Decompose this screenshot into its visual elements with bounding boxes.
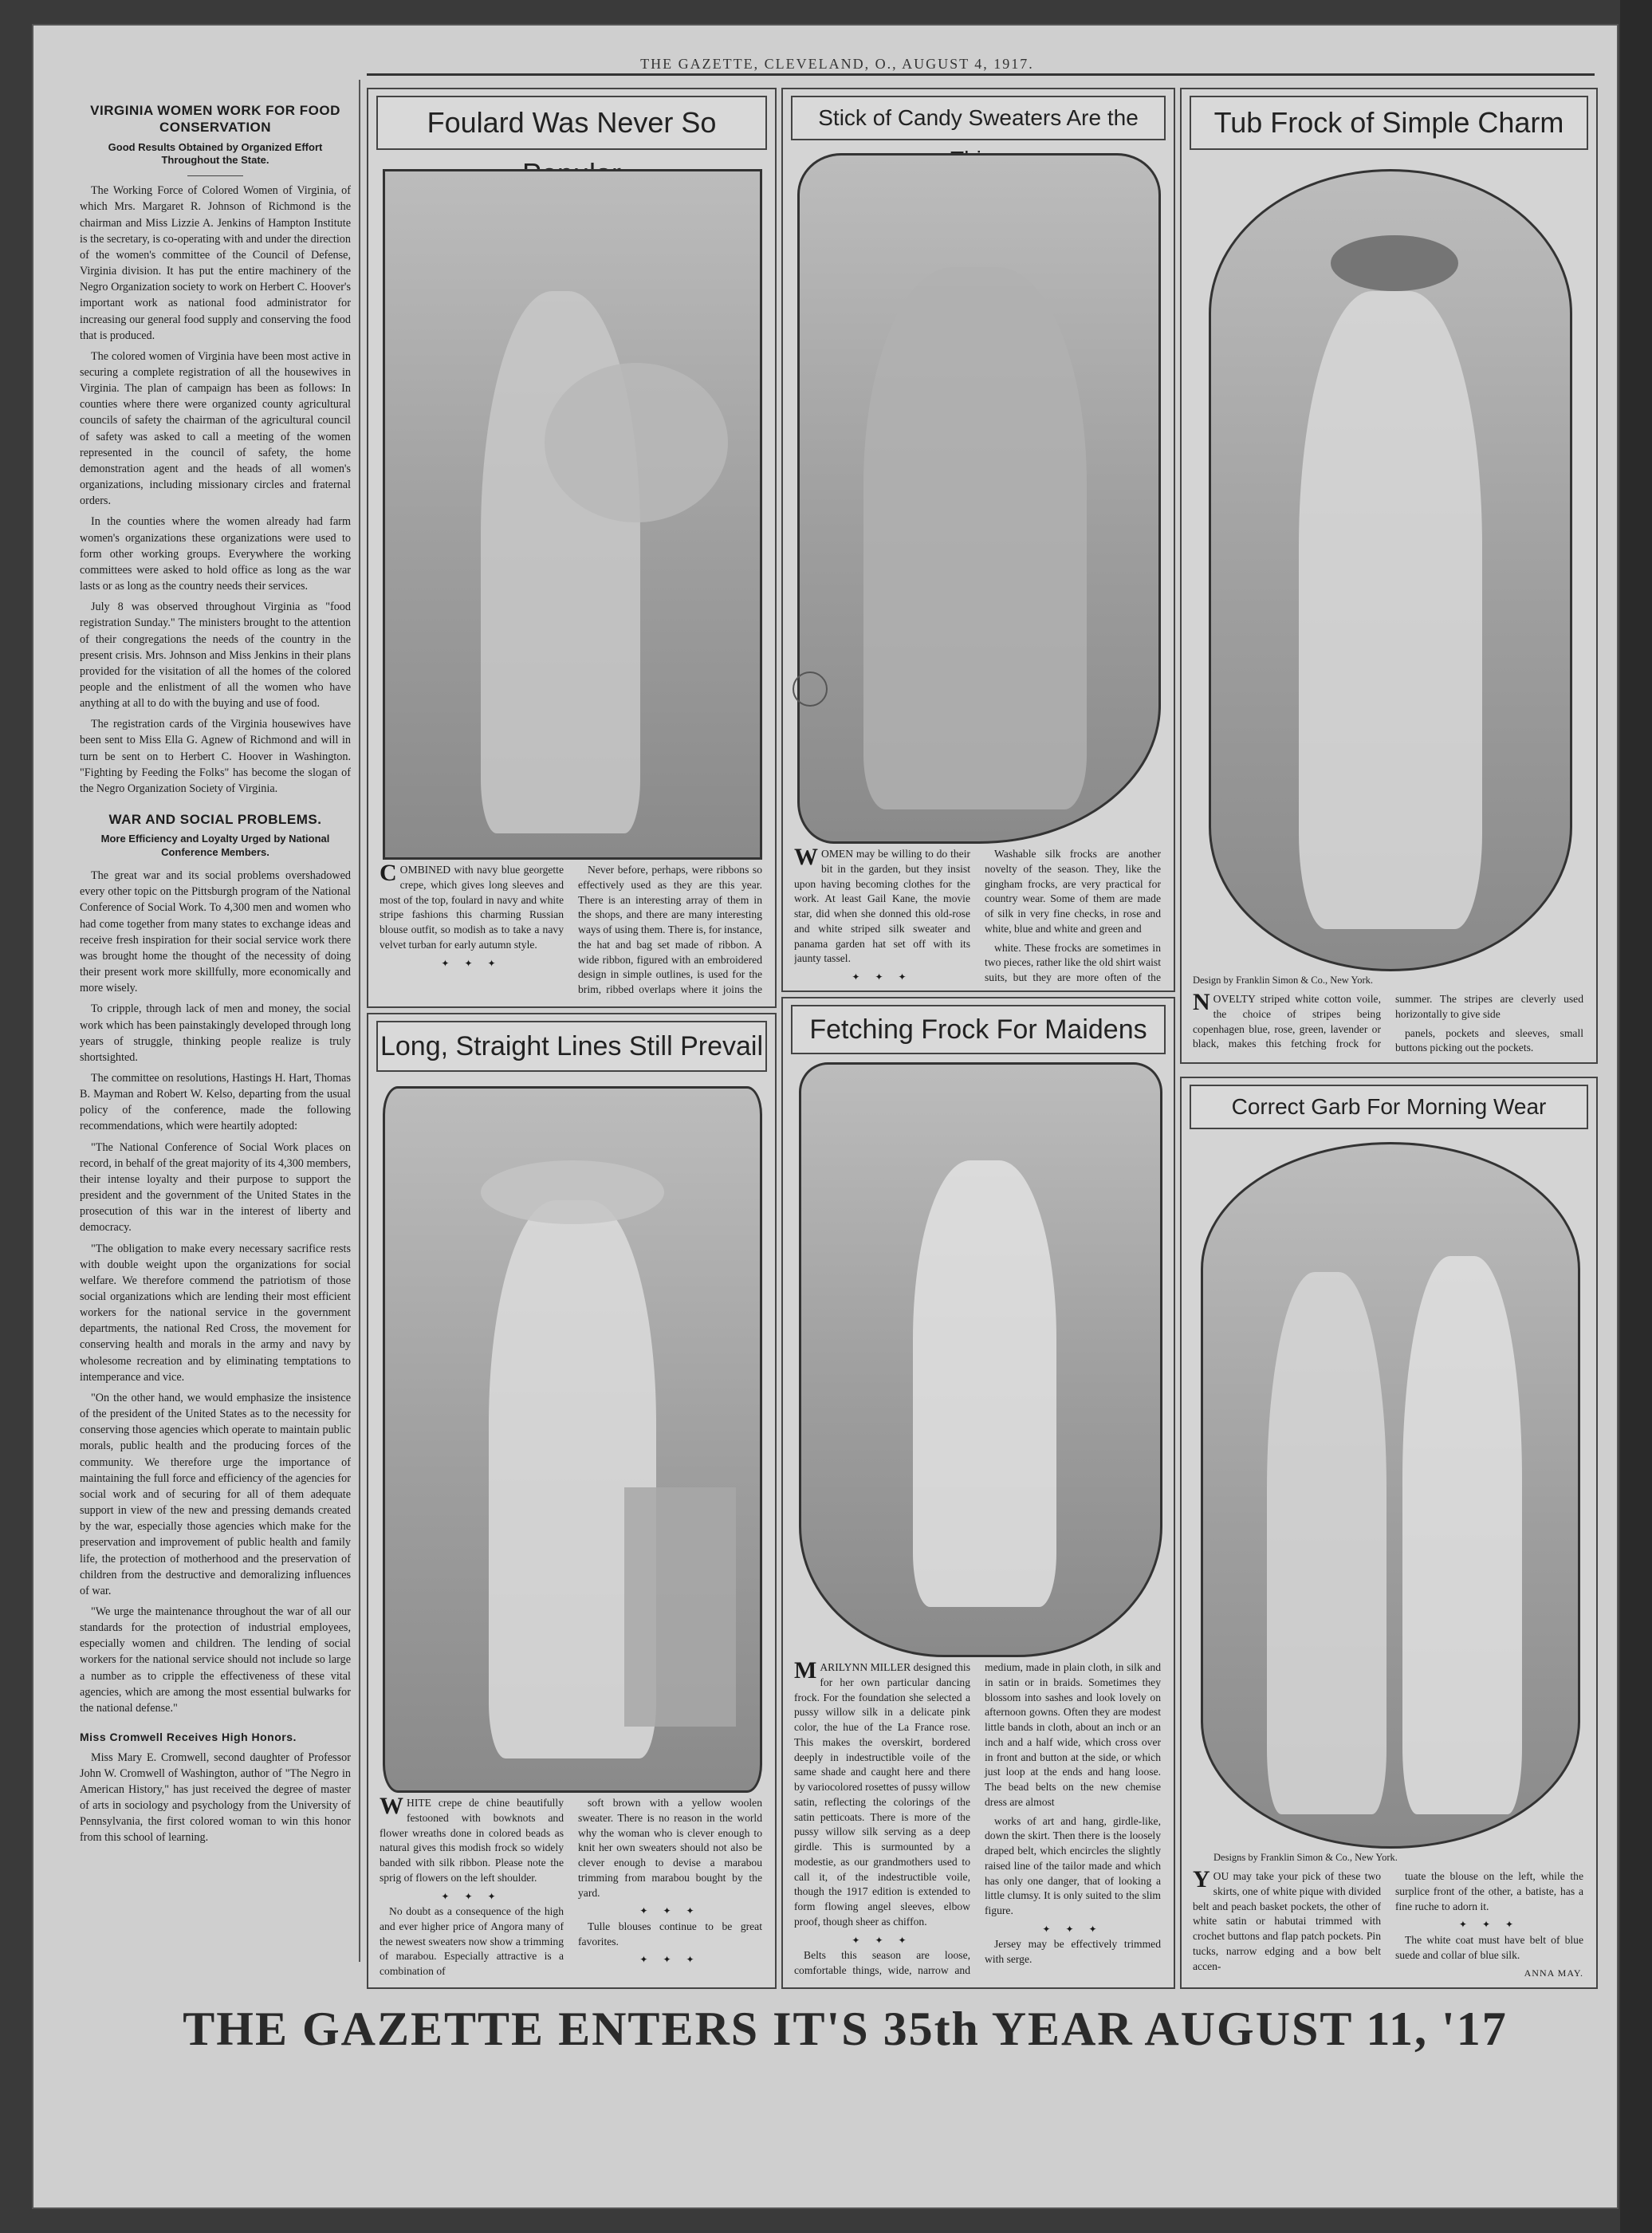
figure-silhouette bbox=[1299, 291, 1482, 929]
photo-straight bbox=[383, 1086, 762, 1793]
photo-morning bbox=[1201, 1142, 1580, 1849]
photo-credit: Design by Franklin Simon & Co., New York. bbox=[1193, 975, 1374, 986]
story-text: OMEN may be willing to do their bit in the garden, but they insist upon having becoming clothes for the work. At least Gail Kane, the movie star, did when she donned this old-rose and white striped silk sweater and panama garden hat set off with its jaunty tassel. bbox=[794, 848, 970, 965]
panel-candy bbox=[781, 88, 1175, 992]
photo-tub bbox=[1209, 169, 1572, 971]
story-text: No doubt as a consequence of the high and ever higher price of Angora many of the newest sweaters now show a trimming of marabou. Especially attractive is a combination of bbox=[380, 1905, 564, 1978]
photo-foulard bbox=[383, 169, 762, 860]
paragraph: The registration cards of the Virginia housewives have been sent to Miss Ella G. Agnew of Richmond and will in turn be sent on to Herbert C. Hoover in Washington. "Fighting by Feeding the Folks" has become the slogan of the Negro Organization Society of Virginia. bbox=[80, 718, 351, 795]
story-text: The white coat must have belt of blue suede and collar of blue silk. bbox=[1395, 1933, 1583, 1961]
drop-cap: Y bbox=[1193, 1869, 1210, 1892]
footer-banner: THE GAZETTE ENTERS IT'S 35th YEAR AUGUST 11, '17 bbox=[183, 2003, 1508, 2055]
story-text: Belts this season are loose, comfortable things, wide, narrow and medium, made in plain cloth, in silk and in satin or in braids. Sometimes they blossom into sashes and look lovely on afternoon gowns. Often they are modest little bands in cloth, about an inch or an inch and a half wide, which cross over in front and button at the side, or which just loop at the ends and hang loose. The bead belts on the new chemise dress are almost bbox=[794, 1661, 1161, 1976]
subhead-war-social: More Efficiency and Loyalty Urged by National Conference Members. bbox=[100, 833, 330, 859]
story-text: OVELTY striped white cotton voile, the choice of stripes being copenhagen blue, rose, green, lavender or black, makes this fetching frock for summer. The stripes are cleverly used horizontally to give side bbox=[1193, 993, 1583, 1050]
newspaper-page bbox=[32, 24, 1619, 2209]
panel-title: Long, Straight Lines Still Prevail bbox=[376, 1021, 767, 1072]
headline-war-social: WAR AND SOCIAL PROBLEMS. bbox=[108, 812, 322, 828]
drop-cap: C bbox=[380, 863, 397, 886]
photo-candy bbox=[797, 153, 1161, 844]
story-text: HITE crepe de chine beautifully festooned with bowknots and flower wreaths done in colored beads as natural gives this modish frock so widely banded with silk ribbon. Please note the sprig of flowers on the left shoulder. bbox=[380, 1797, 564, 1884]
figure-silhouette bbox=[863, 267, 1087, 809]
panel-straight bbox=[367, 1013, 777, 1989]
story-text: works of art and hang, girdle-like, down the skirt. Then there is the loosely draped belt, which encircles the slightly raised line of the tailor made and which has only one danger, that of looking a little clumsy. It is only suited to the slim figure. bbox=[985, 1814, 1161, 1916]
stars-divider: ✦ ✦ ✦ bbox=[639, 1905, 701, 1917]
paragraph: July 8 was observed throughout Virginia as "food registration Sunday." The ministers brought to the attention of their congregations the needs of the country in the present crisis. Mrs. Johnson and Miss Jenkins in their plans provided for the visitation of all the homes of the colored people and the enlistment of all the women who have anything at all to do with the buying and use of food. bbox=[80, 601, 351, 711]
figure-silhouette-right bbox=[1402, 1256, 1522, 1814]
drop-cap: N bbox=[1193, 992, 1210, 1015]
panel-title: Fetching Frock For Maidens bbox=[791, 1005, 1166, 1054]
story-text: ARILYNN MILLER designed this for her own particular dancing frock. For the foundation she selected a pussy willow silk in a delicate pink color, the hue of the La France rose. This makes the overskirt, bordered deeply in indestructible voile of the same shade and caught here and there by variocolored rosettes of pussy willow satin, reflecting the colorings of the satin petticoats. There is more of the pussy willow silk serving as a deep girdle. This is surmounted by a modestie, as our grandmothers used to call it, of the indestructible voile, though the 1917 edition is extended to form flowing angel sleeves, elbow proof, though sheer as chiffon. bbox=[794, 1661, 970, 1928]
paragraph: To cripple, through lack of men and money, the social work which has been painstakingly developed through long years of struggle, thinking people realize is truly shortsighted. bbox=[80, 1002, 351, 1064]
parasol-shape bbox=[545, 363, 728, 522]
stars-divider: ✦ ✦ ✦ bbox=[639, 1954, 701, 1966]
column-rule bbox=[359, 80, 360, 1962]
drop-cap: W bbox=[794, 847, 818, 870]
story-text: tuate the blouse on the left, while the surplice front of the other, a batiste, has a fine ruche to adorn it. bbox=[1395, 1870, 1583, 1912]
scan-edge bbox=[1620, 0, 1652, 2233]
figure-silhouette bbox=[913, 1160, 1056, 1607]
stars-divider: ✦ ✦ ✦ bbox=[441, 1890, 502, 1902]
stars-divider: ✦ ✦ ✦ bbox=[441, 957, 502, 969]
paragraph: The Working Force of Colored Women of Virginia, of which Mrs. Margaret R. Johnson of Richmond is the chairman and Miss Lizzie A. Jenkins of Hampton Institute is the secretary, is co-operating with and under the direction of the women's committee of the Council of Defense, Virginia division. It has put the entire machinery of the Negro Organization society to work on Herbert C. Hoover's important work as national food administrator for increasing our general food supply and conserving the food that is produced. bbox=[80, 184, 351, 342]
panel-title: Tub Frock of Simple Charm bbox=[1190, 96, 1588, 150]
hat-shape bbox=[481, 1160, 664, 1224]
stars-divider: ✦ ✦ ✦ bbox=[1042, 1923, 1103, 1935]
panel-morning bbox=[1180, 1077, 1598, 1989]
story-text: panels, pockets and sleeves, small buttons picking out the pockets. bbox=[1395, 1026, 1583, 1054]
stars-divider: ✦ ✦ ✦ bbox=[1458, 1919, 1520, 1931]
ornament-icon bbox=[793, 671, 828, 707]
panel-title: Foulard Was Never So bbox=[376, 96, 767, 150]
photo-credit: Designs by Franklin Simon & Co., New York. bbox=[1213, 1852, 1398, 1863]
story-candy bbox=[794, 847, 1161, 987]
story-text: Tulle blouses continue to be great favorites. bbox=[578, 1920, 762, 1947]
story-text: OMBINED with navy blue georgette crepe, which gives long sleeves and most of the top, foulard in navy and white stripe fashions this charming Russian blouse outfit, so modish as to take a navy velvet turban for early autumn style. bbox=[380, 864, 564, 951]
photo-maidens bbox=[799, 1062, 1162, 1657]
wicker-chair-shape bbox=[624, 1487, 736, 1727]
paragraph: In the counties where the women already had farm women's organizations these organizations were used to form other working groups. Everywhere the working committees were asked to hold office as long as the war lasts or as long as the country needs their services. bbox=[80, 515, 351, 593]
drop-cap: W bbox=[380, 1796, 403, 1819]
subhead-virginia: Good Results Obtained by Organized Effort Throughout the State. bbox=[108, 140, 323, 167]
stars-divider: ✦ ✦ ✦ bbox=[852, 1934, 913, 1946]
story-text: OU may take your pick of these two skirts, one of white pique with divided belt and peach basket pockets, the other of white satin or habutai trimmed with crochet buttons and flap patch pockets. Pin tucks, narrow edging and a bow belt accen- bbox=[1193, 1870, 1381, 1972]
divider bbox=[187, 175, 243, 176]
paragraph: "The National Conference of Social Work places on record, in behalf of the great majority of its 4,300 members, their intense loyalty and their purpose to support the president and the government of the United States in the prosecution of this war in the interest of liberty and democracy. bbox=[80, 1140, 351, 1235]
story-foulard bbox=[380, 863, 762, 998]
panel-title: Correct Garb For Morning Wear bbox=[1190, 1085, 1588, 1129]
paragraph: The colored women of Virginia have been most active in securing a complete registration of all the housewives in Virginia. The plan of campaign has been as follows: In counties where there were organized county agricultural councils of safety the chairman of the agricultural council of safety was asked to call a meeting of the women represented in the council of safety, the home demonstration agent and the heads of all women's organizations, including missionary circles and fraternal orders. bbox=[80, 349, 351, 508]
panel-maidens bbox=[781, 997, 1175, 1989]
figure-silhouette-left bbox=[1267, 1272, 1386, 1814]
signature: ANNA MAY. bbox=[1524, 1967, 1583, 1979]
story-text: Never before, perhaps, were ribbons so effectively used as they are this year. There is an interesting array of them in the shops, and there are many interesting ways of using them. There is, for instance, the hat and bag set made of ribbon. A wide ribbon, figured with an embroidered design in simple outlines, is used for the brim, ribbed overlaps where it joins the bbox=[578, 864, 762, 995]
headline-virginia: VIRGINIA WOMEN WORK FOR FOOD CONSERVATION bbox=[90, 103, 340, 136]
left-column bbox=[80, 88, 351, 1962]
story-text: soft brown with a yellow woolen sweater. There is no reason in the world why the woman who is clever enough to knit her own sweaters should not also be clever enough to devise a marabou trimming from marabou bought by the yard. bbox=[578, 1797, 762, 1899]
paragraph: Miss Mary E. Cromwell, second daughter of Professor John W. Cromwell of Washington, author of "The Negro in American History," has just received the degree of master of arts in sociology and psychology from the University of Pennsylvania, the first colored woman to win this honor from this school of learning. bbox=[80, 1751, 351, 1845]
story-tub bbox=[1193, 992, 1583, 1057]
paragraph: The committee on resolutions, Hastings H. Hart, Thomas B. Mayman and Robert W. Kelso, departing from the usual policy of the conference, made the following recommendations, which were heartily adopted: bbox=[80, 1071, 351, 1133]
story-morning bbox=[1193, 1869, 1583, 1981]
paragraph: The great war and its social problems overshadowed every other topic on the Pittsburgh program of the National Conference of Social Work. To 4,300 men and women who had come together from many states to exchange ideas and receive fresh inspiration for their social service work there was brought home the thought of the necessity of doing their present work more skillfully, more economically and more wisely. bbox=[80, 869, 351, 995]
paragraph: "We urge the maintenance throughout the war of all our standards for the protection of industrial employees, especially women and children. The lending of social workers for the national service should not include so large a number as to cripple the effectiveness of these vital agencies, which are among the most essential bulwarks for the national defense." bbox=[80, 1605, 351, 1715]
story-maidens bbox=[794, 1660, 1161, 1979]
paragraph: "The obligation to make every necessary sacrifice rests with double weight upon the organizations for social welfare. We therefore commend the patriotism of those social organizations which are lending their most efficient workers for the national service in the government departments, the national Red Cross, the movement for conserving health and morals in the army and navy by wholesome recreation and by eliminating temptations to intemperance and vice. bbox=[80, 1242, 351, 1384]
panel-tub bbox=[1180, 88, 1598, 1064]
story-text: Jersey may be effectively trimmed with serge. bbox=[985, 1938, 1161, 1966]
top-rule bbox=[367, 73, 1595, 76]
story-text: white. These frocks are sometimes in two pieces, rather like the old shirt waist suits, but they are more often of the bbox=[985, 941, 1161, 983]
paragraph: "On the other hand, we would emphasize the insistence of the president of the United States as to the necessity for conserving those agencies which operate to maintain public morals, public health and the producing forces of the community. We therefore urge the importance of maintaining the full force and efficiency of the agencies for social work and of securing for all of them adequate support in view of the new and pressing demands created by the war, especially those agencies which make for the preservation and improvement of public health and family life, the protection of motherhood and the preservation of children from the destructive and demoralizing influences of war. bbox=[80, 1391, 351, 1597]
panel-foulard bbox=[367, 88, 777, 1008]
story-straight bbox=[380, 1796, 762, 1979]
page-folio: THE GAZETTE, CLEVELAND, O., AUGUST 4, 1917. bbox=[640, 56, 1034, 72]
hat-shape bbox=[1331, 235, 1458, 291]
stars-divider: ✦ ✦ ✦ bbox=[852, 971, 913, 983]
story-text: Washable silk frocks are another novelty of the season. They, like the gingham frocks, are very practical for country wear. Some of them are made of silk in very fine checks, in rose and white, blue and white and green and bbox=[985, 848, 1161, 935]
panel-title: Stick of Candy Sweaters Are the bbox=[791, 96, 1166, 140]
drop-cap: M bbox=[794, 1660, 817, 1684]
headline-cromwell: Miss Cromwell Receives High Honors. bbox=[80, 1731, 297, 1744]
